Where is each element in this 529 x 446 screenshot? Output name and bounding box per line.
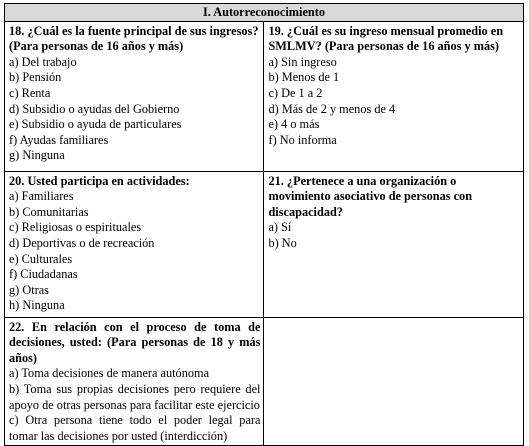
option-item: f) Ayudas familiares — [9, 132, 109, 147]
option-item: c) Religiosas o espirituales — [9, 220, 142, 235]
question-19-cell — [264, 21, 524, 171]
option-item: a) Sí — [268, 220, 292, 235]
question-20-options — [9, 189, 260, 314]
question-20-title: 20. Usted participa en actividades: — [9, 173, 190, 188]
option-item: a) Familiares — [9, 189, 74, 204]
option-item: d) Deportivas o de recreación — [9, 235, 155, 250]
option-item: h) Ninguna — [9, 298, 65, 313]
option-item: b) Menos de 1 — [268, 70, 340, 85]
option-item: a) Toma decisiones de manera autónoma — [9, 366, 210, 381]
option-item: g) Otras — [9, 282, 49, 297]
question-21-cell — [264, 171, 524, 317]
question-19-options — [268, 55, 520, 149]
option-item: c) Otra persona tiene todo el poder legal para tomar las decisiones por usted (interdicción) — [9, 413, 261, 443]
option-item: b) No — [268, 235, 297, 250]
option-item: f) No informa — [268, 132, 337, 147]
question-22-cell — [5, 317, 264, 446]
question-18-title: 18. ¿Cuál es la fuente principal de sus ingresos? (Para personas de 16 años y más) — [9, 23, 259, 54]
option-item: a) Sin ingreso — [268, 54, 337, 69]
option-item: d) Subsidio o ayudas del Gobierno — [9, 101, 180, 116]
question-20-cell — [5, 171, 264, 317]
option-item: e) Subsidio o ayuda de particulares — [9, 117, 182, 132]
question-21-title: 21. ¿Pertenece a una organización o movimiento asociativo de personas con discapacidad? — [268, 173, 473, 219]
option-item: b) Pensión — [9, 70, 62, 85]
question-21-options — [268, 220, 520, 251]
option-item: b) Comunitarias — [9, 204, 89, 219]
option-item: g) Ninguna — [9, 148, 65, 163]
option-item: d) Más de 2 y menos de 4 — [268, 101, 396, 116]
survey-table — [4, 3, 524, 446]
option-item: e) Culturales — [9, 251, 73, 266]
question-19-title: 19. ¿Cuál es su ingreso mensual promedio en SMLMV? (Para personas de 16 años y más) — [268, 23, 504, 54]
option-item: b) Toma sus propias decisiones pero requiere del apoyo de otras personas para facilitar este ejercicio — [9, 381, 261, 412]
option-item: f) Ciudadanas — [9, 267, 78, 282]
option-item: e) 4 o más — [268, 117, 320, 132]
section-title: I. Autorreconocimiento — [5, 4, 524, 22]
survey-page — [4, 3, 524, 446]
empty-cell — [264, 317, 524, 446]
question-18-cell — [5, 21, 264, 171]
option-item: a) Del trabajo — [9, 54, 77, 69]
question-18-options — [9, 55, 260, 164]
question-22-title: 22. En relación con el proceso de toma de decisiones, usted: (Para personas de 18 y más años) — [9, 319, 261, 365]
option-item: c) De 1 a 2 — [268, 85, 323, 100]
option-item: c) Renta — [9, 85, 51, 100]
